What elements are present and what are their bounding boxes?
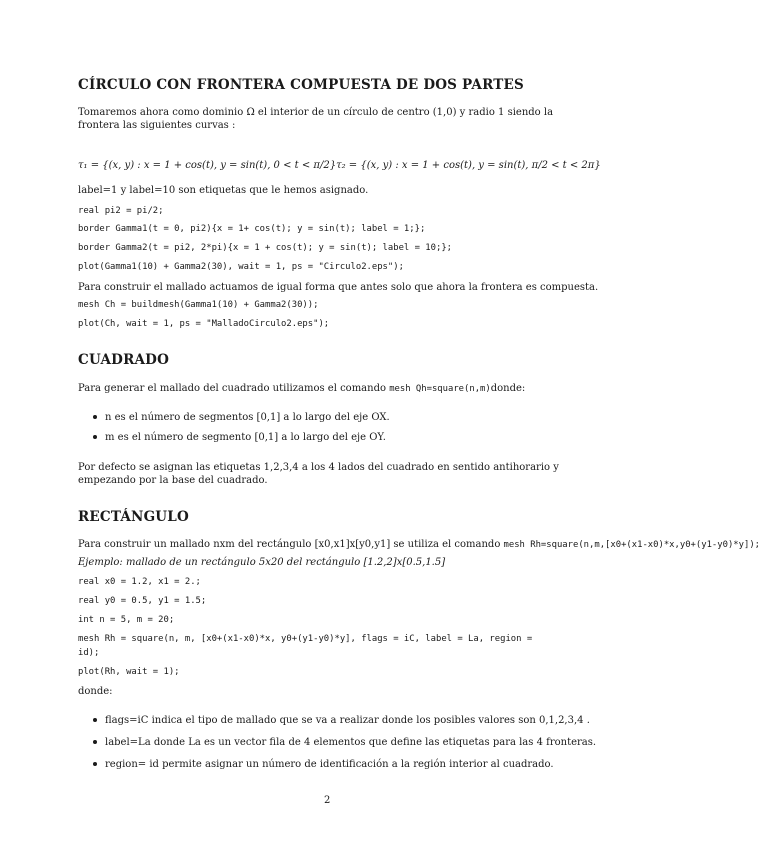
bullet-icon	[93, 762, 97, 766]
square-intro-suffix: donde:	[490, 383, 526, 394]
list-item	[93, 737, 596, 748]
section-title-square: CUADRADO	[78, 352, 170, 368]
code-line: plot(Ch, wait = 1, ps = "MalladoCirculo2.eps");	[78, 319, 330, 329]
list-item-text: flags=iC indica el tipo de mallado que se va a realizar donde los posibles valores son 0,1,2,3,4 .	[105, 715, 590, 726]
list-item	[93, 759, 554, 770]
list-item-text: region= id permite asignar un número de identificación a la región interior al cuadrado.	[105, 759, 554, 770]
rectangle-command: mesh Rh=square(n,m,[x0+(x1-x0)*x,y0+(y1-y0)*y]);	[503, 540, 760, 550]
code-line: real x0 = 1.2, x1 = 2.;	[78, 577, 201, 587]
list-item	[93, 432, 386, 443]
code-line: border Gamma1(t = 0, pi2){x = 1+ cos(t); y = sin(t); label = 1;};	[78, 224, 426, 234]
code-line: plot(Rh, wait = 1);	[78, 667, 180, 677]
list-item	[93, 715, 590, 726]
boundary-formula: τ₁ = {(x, y) : x = 1 + cos(t), y = sin(t), 0 < t < π/2}τ₂ = {(x, y) : x = 1 + cos(t), y = sin(t), π/2 < t < 2π}	[78, 160, 601, 171]
rectangle-intro-text: Para construir un mallado nxm del rectángulo [x0,x1]x[y0,y1] se utiliza el comando	[78, 539, 501, 550]
list-item-text: label=La donde La es un vector fila de 4 elementos que define las etiquetas para las 4 fronteras.	[105, 737, 597, 748]
code-line: real pi2 = pi/2;	[78, 206, 164, 216]
square-command: mesh Qh=square(n,m)	[389, 384, 491, 394]
bullet-icon	[93, 415, 97, 419]
code-line: real y0 = 0.5, y1 = 1.5;	[78, 596, 207, 606]
bullet-icon	[93, 435, 97, 439]
mesh-note: Para construir el mallado actuamos de igual forma que antes solo que ahora la frontera es compuesta.	[78, 282, 599, 293]
code-line: mesh Rh = square(n, m, [x0+(x1-x0)*x, y0+(y1-y0)*y], flags = iC, label = La, region =	[78, 634, 533, 644]
donde-label: donde:	[78, 686, 113, 697]
labels-note: label=1 y label=10 son etiquetas que le hemos asignado.	[78, 185, 369, 196]
code-line: int n = 5, m = 20;	[78, 615, 175, 625]
code-line: mesh Ch = buildmesh(Gamma1(10) + Gamma2(30));	[78, 300, 319, 310]
page-number: 2	[324, 795, 331, 806]
bullet-icon	[93, 740, 97, 744]
code-line: plot(Gamma1(10) + Gamma2(30), wait = 1, ps = "Circulo2.eps");	[78, 262, 404, 272]
code-line: id);	[78, 648, 100, 658]
square-intro-text: Para generar el mallado del cuadrado utilizamos el comando	[78, 383, 387, 394]
square-intro-paragraph	[78, 382, 525, 396]
square-default-note: Por defecto se asignan las etiquetas 1,2,3,4 a los 4 lados del cuadrado en sentido antihorario y empezando por la base del cuadrado.	[78, 462, 559, 486]
rectangle-intro-paragraph	[78, 538, 760, 552]
bullet-icon	[93, 718, 97, 722]
code-line: border Gamma2(t = pi2, 2*pi){x = 1 + cos(t); y = sin(t); label = 10;};	[78, 243, 453, 253]
section-title-circle: CÍRCULO CON FRONTERA COMPUESTA DE DOS PARTES	[78, 77, 524, 93]
circle-intro-paragraph: Tomaremos ahora como dominio Ω el interior de un círculo de centro (1,0) y radio 1 siendo la frontera las siguientes curvas :	[78, 107, 554, 131]
list-item	[93, 412, 390, 423]
list-item-text: n es el número de segmentos [0,1] a lo largo del eje OX.	[105, 412, 390, 423]
list-item-text: m es el número de segmento [0,1] a lo largo del eje OY.	[105, 432, 386, 443]
rectangle-example: Ejemplo: mallado de un rectángulo 5x20 del rectángulo [1.2,2]x[0.5,1.5]	[78, 557, 446, 568]
section-title-rectangle: RECTÁNGULO	[78, 509, 189, 525]
